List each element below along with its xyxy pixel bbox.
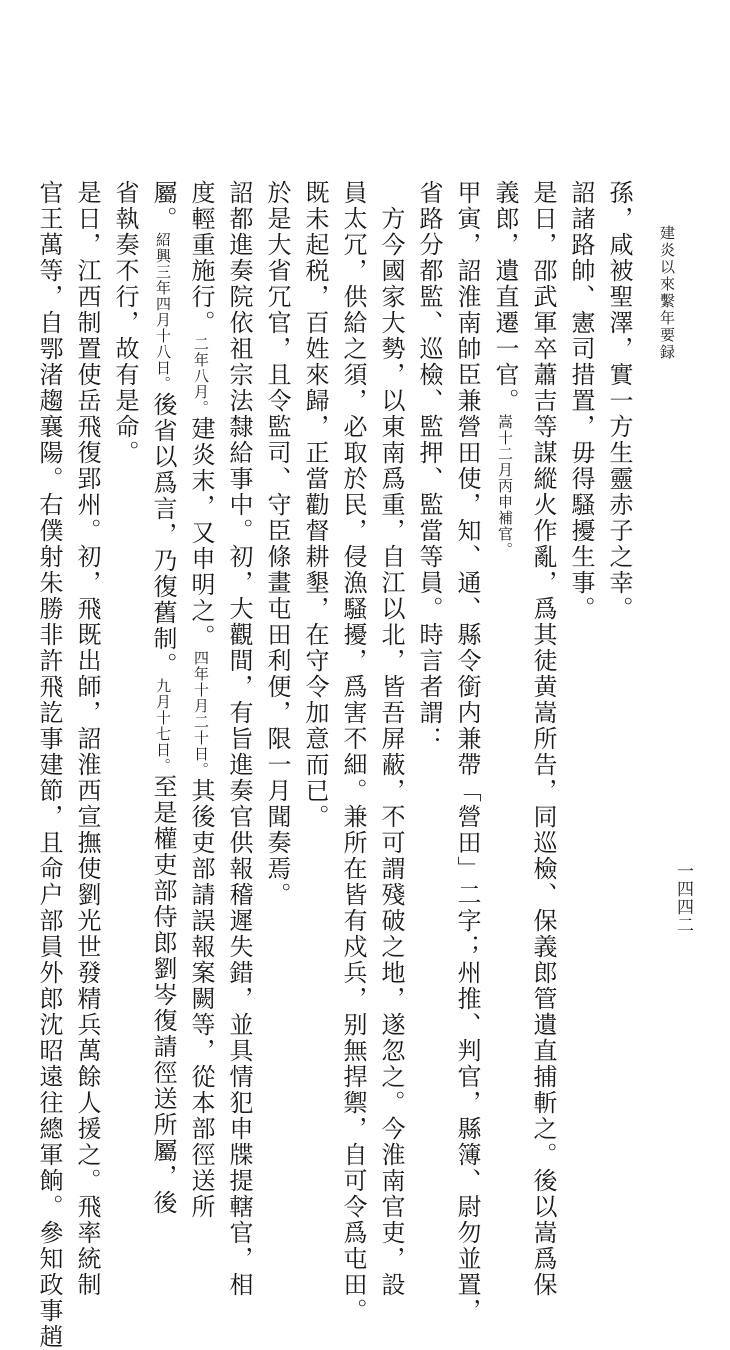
column-4-note: 嵩十二月丙申補官。 <box>496 414 514 558</box>
column-13-note-b: 九月十七日。 <box>154 678 172 774</box>
page-number: 一四四二 <box>673 862 693 934</box>
column-12-note-a: 二年八月。 <box>192 336 210 416</box>
column-12-main-b: 建炎末，又申明之。 <box>187 416 215 650</box>
text-column-8: 員太冗，供給之須，必取於民，侵漁騷擾，爲害不細。兼所在皆有戍兵，别無捍禦，自可令爲屯田。 <box>339 180 367 1324</box>
running-head-title: 建炎以來繫年要録 <box>658 225 676 361</box>
column-13-note-a: 紹興三年四月十八日。 <box>154 232 172 392</box>
column-12-main-c: 其後吏部請誤報案闕等，從本部徑送所 <box>187 778 215 1220</box>
column-12-main-a: 度輕重施行。 <box>187 180 215 336</box>
text-column-11: 詔都進奏院依祖宗法隸給事中。初，大觀間，有旨進奏官供報稽遲失錯，並具情犯申牒提轄官，相 <box>225 180 253 1298</box>
text-column-7: 方今國家大勢，以東南爲重，自江以北，皆吾屏蔽，不可謂殘破之地，遂忽之。今淮南官吏，設 <box>377 206 405 1298</box>
text-column-13 <box>144 180 182 1216</box>
text-column-12 <box>182 180 220 1220</box>
column-13-main-a: 屬。 <box>149 180 177 232</box>
text-column-1: 孫，咸被聖澤，實一方生靈赤子之幸。 <box>605 180 633 622</box>
column-13-main-b: 後省以爲言，乃復舊制。 <box>149 392 177 678</box>
text-column-5: 甲寅，詔淮南帥臣兼營田使，知、通、縣令銜内兼帶「營田」二字；州推、判官，縣簿、尉勿並置， <box>453 180 481 1324</box>
column-12-note-b: 四年十月二十日。 <box>192 650 210 778</box>
column-4-main: 義郎，遺直遷一官。 <box>491 180 519 414</box>
text-column-16: 官王萬等，自鄂渚趨襄陽。右僕射朱勝非許飛訖事建節，且命户部員外郎沈昭遠往總軍餉。參知政事趙 <box>35 180 63 1350</box>
text-column-9: 既未起税，百姓來歸，正當勸督耕墾，在守令加意而已。 <box>301 180 329 830</box>
text-column-4 <box>486 180 524 1100</box>
vertical-text-body <box>35 180 638 1350</box>
text-column-3: 是日，邵武軍卒蕭吉等謀縱火作亂，爲其徒黄嵩所告，同巡檢、保義郎管遺直捕斬之。後以嵩爲保 <box>529 180 557 1298</box>
text-column-15: 是日，江西制置使岳飛復郢州。初，飛既出師，詔淮西宣撫使劉光世發精兵萬餘人援之。飛率統制 <box>73 180 101 1298</box>
text-column-6: 省路分都監、巡檢、監押、監當等員。時言者謂： <box>415 180 443 752</box>
column-13-main-c: 至是權吏部侍郎劉岑復請徑送所屬，後 <box>149 774 177 1216</box>
text-column-10: 於是大省冗官，且令監司、守臣條畫屯田利便，限一月聞奏焉。 <box>263 180 291 908</box>
text-column-14: 省執奏不行，故有是命。 <box>111 180 139 466</box>
text-column-2: 詔諸路帥、憲司措置，毋得騷擾生事。 <box>567 180 595 622</box>
